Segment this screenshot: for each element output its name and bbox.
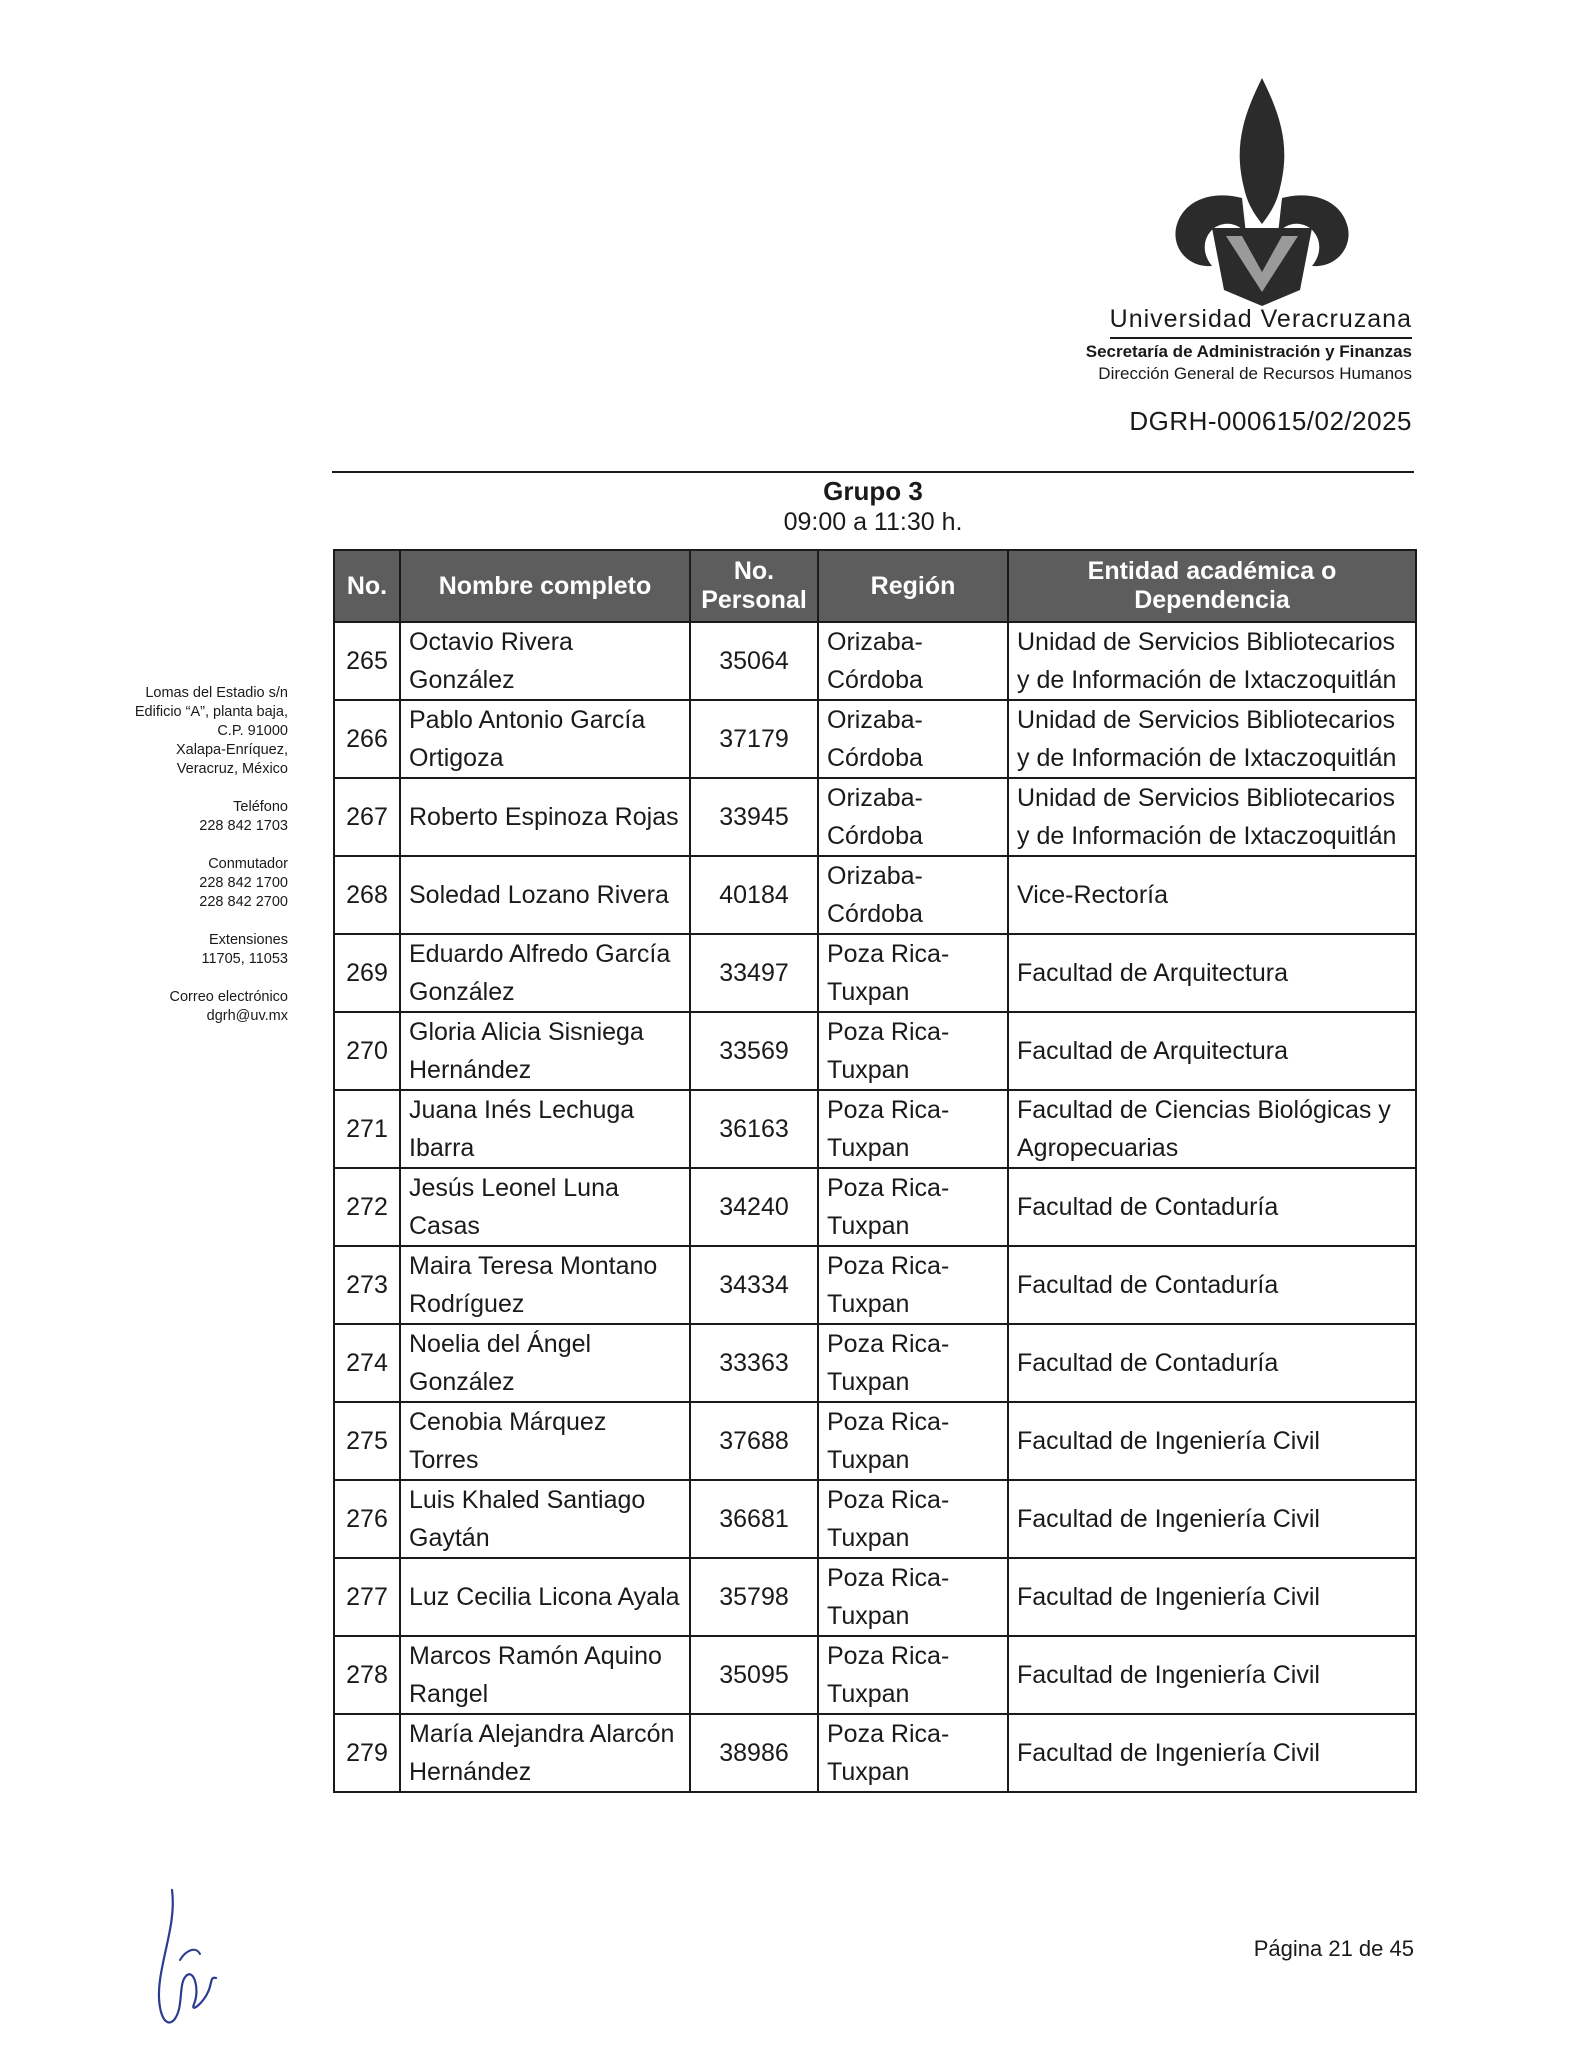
table-row	[334, 856, 1416, 934]
address-line: Lomas del Estadio s/n	[145, 685, 288, 701]
cell-region: Orizaba-Córdoba	[818, 622, 1008, 700]
header-personal: No. Personal	[690, 550, 818, 622]
table-row	[334, 1246, 1416, 1324]
extensions-label: Extensiones	[209, 932, 288, 948]
email-label: Correo electrónico	[169, 989, 288, 1005]
cell-name: Gloria Alicia Sisniega Hernández	[400, 1012, 690, 1090]
cell-name: Juana Inés Lechuga Ibarra	[400, 1090, 690, 1168]
header-no: No.	[334, 550, 400, 622]
document-reference: DGRH-000615/02/2025	[1129, 406, 1412, 436]
cell-name: Roberto Espinoza Rojas	[400, 778, 690, 856]
cell-entity: Facultad de Contaduría	[1008, 1324, 1416, 1402]
cell-entity: Facultad de Ingeniería Civil	[1008, 1714, 1416, 1792]
cell-personal: 33569	[690, 1012, 818, 1090]
cell-region: Poza Rica-Tuxpan	[818, 1714, 1008, 1792]
signature-icon	[150, 1880, 240, 2040]
cell-personal: 37688	[690, 1402, 818, 1480]
cell-personal: 34240	[690, 1168, 818, 1246]
cell-region: Poza Rica-Tuxpan	[818, 1012, 1008, 1090]
cell-name: Noelia del Ángel González	[400, 1324, 690, 1402]
cell-entity: Facultad de Ingeniería Civil	[1008, 1480, 1416, 1558]
cell-personal: 38986	[690, 1714, 818, 1792]
switchboard-block	[80, 855, 288, 912]
cell-entity: Facultad de Ciencias Biológicas y Agropecuarias	[1008, 1090, 1416, 1168]
cell-name: Luis Khaled Santiago Gaytán	[400, 1480, 690, 1558]
cell-name: Jesús Leonel Luna Casas	[400, 1168, 690, 1246]
cell-no: 267	[334, 778, 400, 856]
contact-sidebar	[80, 684, 288, 1045]
cell-no: 279	[334, 1714, 400, 1792]
cell-entity: Facultad de Ingeniería Civil	[1008, 1636, 1416, 1714]
table-row	[334, 1636, 1416, 1714]
extensions-value: 11705, 11053	[201, 951, 288, 967]
secretariat-name: Secretaría de Administración y Finanzas	[1085, 342, 1412, 361]
cell-name: Marcos Ramón Aquino Rangel	[400, 1636, 690, 1714]
cell-no: 266	[334, 700, 400, 778]
cell-name: Octavio Rivera González	[400, 622, 690, 700]
cell-entity: Facultad de Ingeniería Civil	[1008, 1402, 1416, 1480]
cell-region: Poza Rica-Tuxpan	[818, 1402, 1008, 1480]
address-line: Veracruz, México	[176, 761, 288, 777]
cell-region: Poza Rica-Tuxpan	[818, 1636, 1008, 1714]
cell-personal: 37179	[690, 700, 818, 778]
cell-name: Soledad Lozano Rivera	[400, 856, 690, 934]
address-line: Edificio “A”, planta baja,	[134, 704, 288, 720]
cell-personal: 33497	[690, 934, 818, 1012]
cell-name: Luz Cecilia Licona Ayala	[400, 1558, 690, 1636]
switchboard-number: 228 842 2700	[199, 894, 288, 910]
cell-region: Poza Rica-Tuxpan	[818, 1324, 1008, 1402]
cell-no: 277	[334, 1558, 400, 1636]
phone-number: 228 842 1703	[199, 818, 288, 834]
cell-no: 275	[334, 1402, 400, 1480]
cell-region: Orizaba-Córdoba	[818, 778, 1008, 856]
table-row	[334, 1012, 1416, 1090]
table-row	[334, 1168, 1416, 1246]
cell-personal: 35064	[690, 622, 818, 700]
cell-region: Orizaba-Córdoba	[818, 700, 1008, 778]
cell-personal: 33945	[690, 778, 818, 856]
table-row	[334, 1324, 1416, 1402]
cell-personal: 36681	[690, 1480, 818, 1558]
cell-personal: 36163	[690, 1090, 818, 1168]
phone-label: Teléfono	[233, 799, 288, 815]
cell-entity: Facultad de Contaduría	[1008, 1246, 1416, 1324]
cell-name: María Alejandra Alarcón Hernández	[400, 1714, 690, 1792]
header-divider	[332, 471, 1414, 473]
table-row	[334, 622, 1416, 700]
cell-name: Eduardo Alfredo García González	[400, 934, 690, 1012]
group-title: Grupo 3	[823, 476, 923, 506]
cell-no: 269	[334, 934, 400, 1012]
cell-name: Pablo Antonio García Ortigoza	[400, 700, 690, 778]
table-row	[334, 1090, 1416, 1168]
cell-region: Poza Rica-Tuxpan	[818, 1246, 1008, 1324]
header-name: Nombre completo	[400, 550, 690, 622]
cell-region: Poza Rica-Tuxpan	[818, 1480, 1008, 1558]
table-row	[334, 700, 1416, 778]
staff-table	[333, 549, 1417, 1793]
cell-personal: 34334	[690, 1246, 818, 1324]
email-link[interactable]: dgrh@uv.mx	[206, 1008, 288, 1024]
table-header-row	[334, 550, 1416, 622]
cell-entity: Unidad de Servicios Bibliotecarios y de Información de Ixtaczoquitlán	[1008, 622, 1416, 700]
cell-no: 278	[334, 1636, 400, 1714]
cell-entity: Unidad de Servicios Bibliotecarios y de Información de Ixtaczoquitlán	[1008, 778, 1416, 856]
cell-entity: Facultad de Contaduría	[1008, 1168, 1416, 1246]
address-line: Xalapa-Enríquez,	[175, 742, 288, 758]
cell-region: Orizaba-Córdoba	[818, 856, 1008, 934]
cell-personal: 33363	[690, 1324, 818, 1402]
table-row	[334, 934, 1416, 1012]
cell-personal: 35798	[690, 1558, 818, 1636]
email-block	[80, 988, 288, 1026]
cell-region: Poza Rica-Tuxpan	[818, 1168, 1008, 1246]
switchboard-label: Conmutador	[208, 856, 288, 872]
switchboard-number: 228 842 1700	[199, 875, 288, 891]
table-row	[334, 1480, 1416, 1558]
institution-name: Universidad Veracruzana	[1110, 305, 1412, 339]
cell-entity: Facultad de Arquitectura	[1008, 934, 1416, 1012]
phone-block	[80, 798, 288, 836]
cell-no: 268	[334, 856, 400, 934]
header-entity: Entidad académica o Dependencia	[1008, 550, 1416, 622]
cell-no: 270	[334, 1012, 400, 1090]
extensions-block	[80, 931, 288, 969]
address-block	[80, 684, 288, 779]
header-region: Región	[818, 550, 1008, 622]
cell-no: 272	[334, 1168, 400, 1246]
cell-entity: Facultad de Arquitectura	[1008, 1012, 1416, 1090]
cell-entity: Unidad de Servicios Bibliotecarios y de Información de Ixtaczoquitlán	[1008, 700, 1416, 778]
cell-entity: Facultad de Ingeniería Civil	[1008, 1558, 1416, 1636]
cell-no: 273	[334, 1246, 400, 1324]
directorate-name: Dirección General de Recursos Humanos	[1098, 364, 1412, 383]
table-row	[334, 1558, 1416, 1636]
table-row	[334, 1402, 1416, 1480]
cell-region: Poza Rica-Tuxpan	[818, 1558, 1008, 1636]
cell-personal: 40184	[690, 856, 818, 934]
cell-name: Cenobia Márquez Torres	[400, 1402, 690, 1480]
cell-region: Poza Rica-Tuxpan	[818, 934, 1008, 1012]
cell-region: Poza Rica-Tuxpan	[818, 1090, 1008, 1168]
cell-name: Maira Teresa Montano Rodríguez	[400, 1246, 690, 1324]
uv-logo-icon	[1172, 78, 1352, 306]
group-time: 09:00 a 11:30 h.	[783, 508, 963, 536]
table-row	[334, 778, 1416, 856]
table-row	[334, 1714, 1416, 1792]
cell-no: 274	[334, 1324, 400, 1402]
cell-no: 276	[334, 1480, 400, 1558]
institution-header	[1086, 305, 1412, 384]
address-line: C.P. 91000	[217, 723, 288, 739]
cell-personal: 35095	[690, 1636, 818, 1714]
page-number: Página 21 de 45	[1253, 1936, 1414, 1961]
cell-no: 265	[334, 622, 400, 700]
cell-entity: Vice-Rectoría	[1008, 856, 1416, 934]
cell-no: 271	[334, 1090, 400, 1168]
